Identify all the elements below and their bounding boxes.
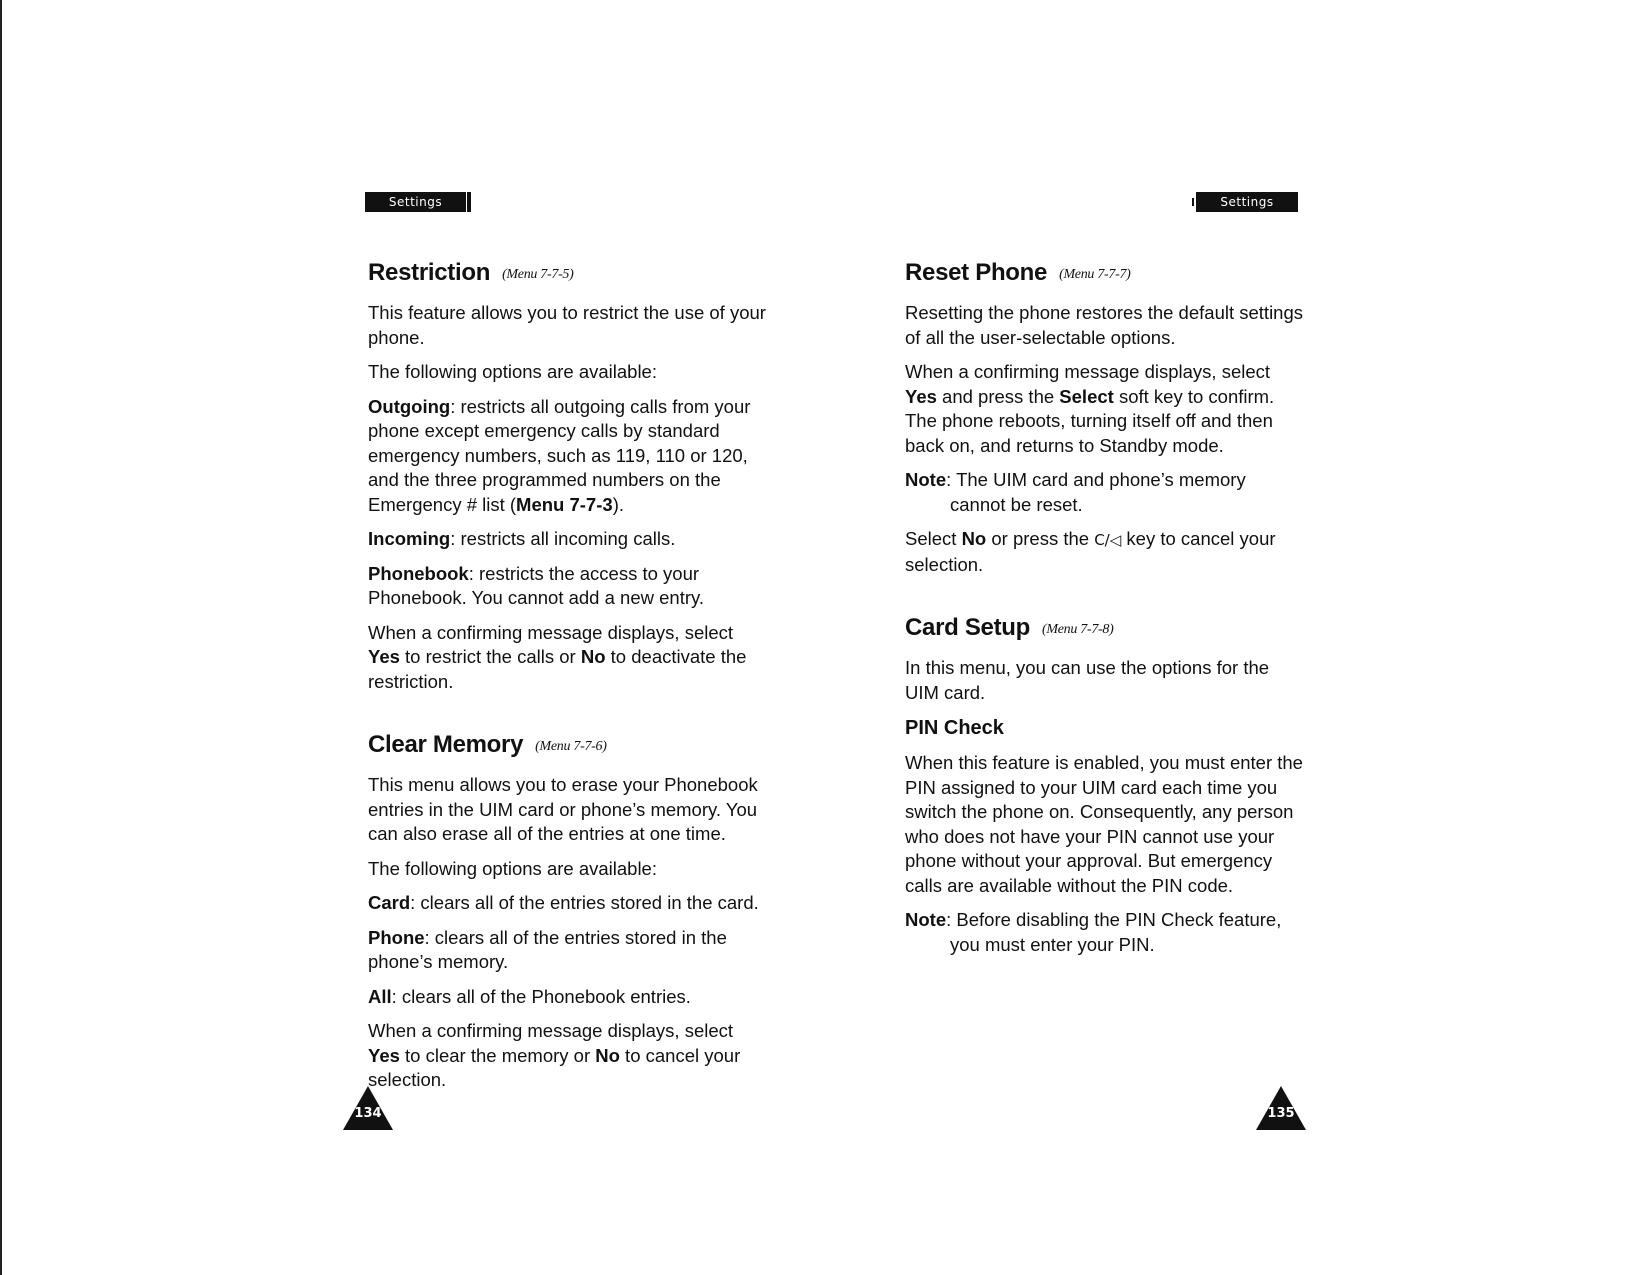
reset-phone-confirm [905, 360, 1305, 458]
left-page [354, 0, 768, 1275]
pin-check-heading: PIN Check [905, 717, 1004, 739]
no-keyword: No [595, 1044, 620, 1066]
confirm-text: to clear the memory or [399, 1044, 596, 1066]
reset-phone-intro: Resetting the phone restores the default settings of all the user-selectable options. [905, 302, 1304, 348]
pin-check-text: When this feature is enabled, you must enter the PIN assigned to your UIM card each time you switch the phone on. Consequently, any person who does not have your PIN cannot use your phone without your approval. But emergency calls are available without the PIN code. [905, 752, 1303, 896]
note-label: Note [905, 909, 947, 930]
yes-keyword: Yes [368, 1044, 400, 1066]
confirm-text: to cancel your selection. [368, 1044, 741, 1090]
page-edge-line [0, 0, 2, 1275]
card-setup-heading [905, 613, 1305, 645]
outgoing-text: : restricts all outgoing calls from your phone except emergency calls by standard emergency numbers, such as 119, 110 or 120, and the three programmed numbers on the Emergency # list ( [368, 395, 751, 515]
yes-keyword: Yes [368, 646, 400, 667]
clear-memory-confirm [368, 1019, 768, 1093]
page-number-triangle [343, 1086, 393, 1130]
note-text: : The UIM card and phone’s memory cannot be reset. [946, 469, 1246, 515]
card-label: Card [368, 892, 411, 913]
restriction-confirm [368, 621, 768, 695]
clear-memory-menu-ref: (Menu 7-7-6) [535, 739, 607, 754]
note-text: : Before disabling the PIN Check feature, you must enter your PIN. [946, 909, 1282, 955]
settings-header-tab: Settings [365, 192, 466, 212]
phonebook-option [368, 562, 768, 611]
incoming-label: Incoming [368, 528, 451, 549]
all-label: All [368, 985, 392, 1007]
cancel-text: Select [905, 528, 962, 549]
phonebook-label: Phonebook [368, 562, 469, 584]
incoming-text: : restricts all incoming calls. [450, 528, 676, 549]
all-text: : clears all of the Phonebook entries. [391, 985, 691, 1007]
confirm-text: to restrict the calls or [399, 646, 581, 667]
pin-check-note [905, 908, 1305, 957]
restriction-options-intro: The following options are available: [368, 361, 657, 382]
reset-phone-title: Reset Phone [905, 259, 1048, 286]
card-setup-title: Card Setup [905, 614, 1031, 641]
outgoing-label: Outgoing [368, 395, 451, 417]
reset-phone-heading [905, 258, 1305, 290]
reset-phone-note [905, 468, 1305, 517]
confirm-text: When a confirming message displays, select [368, 621, 734, 643]
confirm-text: When a confirming message displays, select [368, 1020, 734, 1041]
left-page-content [368, 258, 768, 1093]
right-page-content [905, 258, 1305, 957]
clear-back-key-icon: C/◁ [1094, 531, 1122, 549]
note-label: Note [905, 469, 947, 490]
phonebook-text: : restricts the access to your Phonebook. You cannot add a new entry. [368, 562, 705, 608]
confirm-text: and press the [936, 385, 1060, 407]
page-number-triangle [1256, 1086, 1306, 1130]
restriction-intro: This feature allows you to restrict the use of your phone. [368, 302, 766, 348]
clear-memory-intro: This menu allows you to erase your Phonebook entries in the UIM card or phone’s memory. You can also erase all of the entries at one time. [368, 774, 758, 844]
card-setup-menu-ref: (Menu 7-7-8) [1042, 622, 1114, 637]
cancel-text: or press the [986, 528, 1095, 549]
right-page [905, 0, 1305, 1275]
phone-label: Phone [368, 926, 425, 948]
restriction-heading [368, 258, 768, 290]
no-keyword: No [580, 646, 606, 667]
phone-option [368, 926, 768, 975]
confirm-text: to deactivate the restriction. [368, 646, 747, 692]
settings-header-tab: Settings [1196, 192, 1298, 212]
reset-phone-menu-ref: (Menu 7-7-7) [1059, 267, 1131, 282]
outgoing-option [368, 395, 768, 518]
cancel-text: key to cancel your selection. [905, 528, 1276, 575]
select-keyword: Select [1059, 385, 1114, 407]
page-number: 134 [354, 1106, 382, 1121]
yes-keyword: Yes [905, 385, 937, 407]
no-keyword: No [961, 528, 987, 549]
all-option [368, 985, 768, 1010]
card-text: : clears all of the entries stored in the card. [410, 892, 759, 913]
restriction-menu-ref: (Menu 7-7-5) [502, 267, 574, 282]
clear-memory-options-intro: The following options are available: [368, 857, 657, 879]
page-number: 135 [1267, 1106, 1295, 1121]
card-setup-intro: In this menu, you can use the options for the UIM card. [905, 657, 1270, 703]
clear-memory-heading [368, 730, 768, 762]
confirm-text: soft key to confirm. The phone reboots, turning itself off and then back on, and returns to Standby mode. [905, 385, 1275, 456]
card-option [368, 891, 768, 916]
clear-memory-title: Clear Memory [368, 731, 524, 758]
confirm-text: When a confirming message displays, select [905, 361, 1271, 382]
outgoing-menu-ref: Menu 7-7-3 [516, 493, 613, 515]
restriction-title: Restriction [368, 259, 491, 286]
phone-text: : clears all of the entries stored in the phone’s memory. [368, 926, 727, 972]
incoming-option [368, 527, 768, 552]
outgoing-end: ). [612, 493, 624, 515]
reset-phone-cancel [905, 527, 1305, 577]
